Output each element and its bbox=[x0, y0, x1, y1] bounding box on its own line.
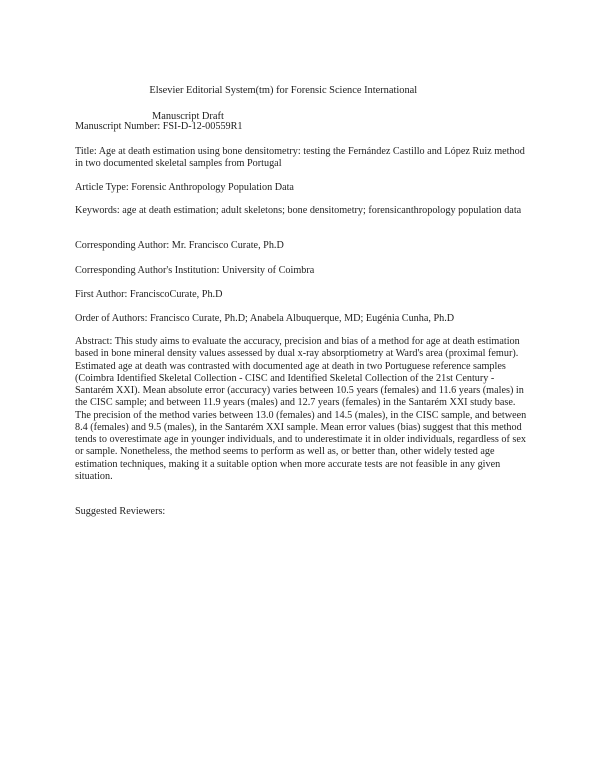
order-of-authors-value: Francisco Curate, Ph.D; Anabela Albuquerque, MD; Eugénia Cunha, Ph.D bbox=[149, 313, 455, 324]
title-value: Age at death estimation using bone densitometry: testing the Fernández Castillo and López Ruiz method in two documented skeletal samples from Portugal bbox=[75, 146, 525, 170]
suggested-reviewers-label: Suggested Reviewers: bbox=[75, 506, 166, 517]
corresponding-author-label: Corresponding Author: bbox=[75, 240, 170, 251]
manuscript-number-field bbox=[75, 121, 530, 133]
manuscript-number-label: Manuscript Number: bbox=[75, 121, 161, 132]
corresponding-author-field bbox=[75, 240, 530, 252]
corresponding-institution-label: Corresponding Author's Institution: bbox=[75, 265, 220, 276]
journal-system-title: Elsevier Editorial System(tm) for Forensic Science International bbox=[149, 85, 418, 96]
document-header bbox=[139, 71, 417, 149]
article-type-field bbox=[75, 182, 530, 194]
title-field bbox=[75, 146, 530, 171]
article-type-value: Forensic Anthropology Population Data bbox=[131, 182, 294, 193]
keywords-label: Keywords: bbox=[75, 205, 120, 216]
keywords-value: age at death estimation; adult skeletons; bone densitometry; forensicanthropology population data bbox=[122, 205, 522, 216]
order-of-authors-field bbox=[75, 313, 530, 325]
keywords-field bbox=[75, 205, 530, 217]
article-type-label: Article Type: bbox=[75, 182, 129, 193]
corresponding-institution-field bbox=[75, 265, 530, 277]
manuscript-draft-label: Manuscript Draft bbox=[152, 111, 224, 122]
abstract-label: Abstract: bbox=[75, 336, 113, 347]
corresponding-institution-value: University of Coimbra bbox=[222, 265, 315, 276]
title-label: Title: bbox=[75, 146, 97, 157]
manuscript-number-value: FSI-D-12-00559R1 bbox=[162, 121, 243, 132]
first-author-value: FranciscoCurate, Ph.D bbox=[129, 289, 223, 300]
first-author-label: First Author: bbox=[75, 289, 128, 300]
suggested-reviewers-field bbox=[75, 506, 530, 518]
abstract-text: This study aims to evaluate the accuracy, precision and bias of a method for age at death estimation based in bone mineral density values assessed by dual x-ray absorptiometry at Ward's area (proximal femur). Estimated age at death was contrasted with documented age at death in two Portuguese reference samples (Coimbra Identified Skeletal Collection - CISC and Identified Skeletal Collection of the 21st Century - Santarém XXI). Mean absolute error (accuracy) varies between 10.5 years (females) and 11.6 years (males) in the CISC sample; and between 11.9 years (males) and 12.7 years (females) in the Santarém XXI study base. The precision of the method varies between 13.0 (females) and 14.5 (males), in the CISC sample, and between 8.4 (females) and 9.5 (males), in the Santarém XXI sample. Mean error values (bias) suggest that this method tends to overestimate age in younger individuals, and to underestimate it in older individuals, regardless of sex or sample. Nonetheless, the method seems to perform as well as, or better than, other widely tested age estimation techniques, making it a suitable option when more accurate tests are not feasible in any given situation. bbox=[75, 336, 527, 482]
abstract-field bbox=[75, 336, 530, 483]
corresponding-author-value: Mr. Francisco Curate, Ph.D bbox=[171, 240, 284, 251]
order-of-authors-label: Order of Authors: bbox=[75, 313, 148, 324]
first-author-field bbox=[75, 289, 530, 301]
